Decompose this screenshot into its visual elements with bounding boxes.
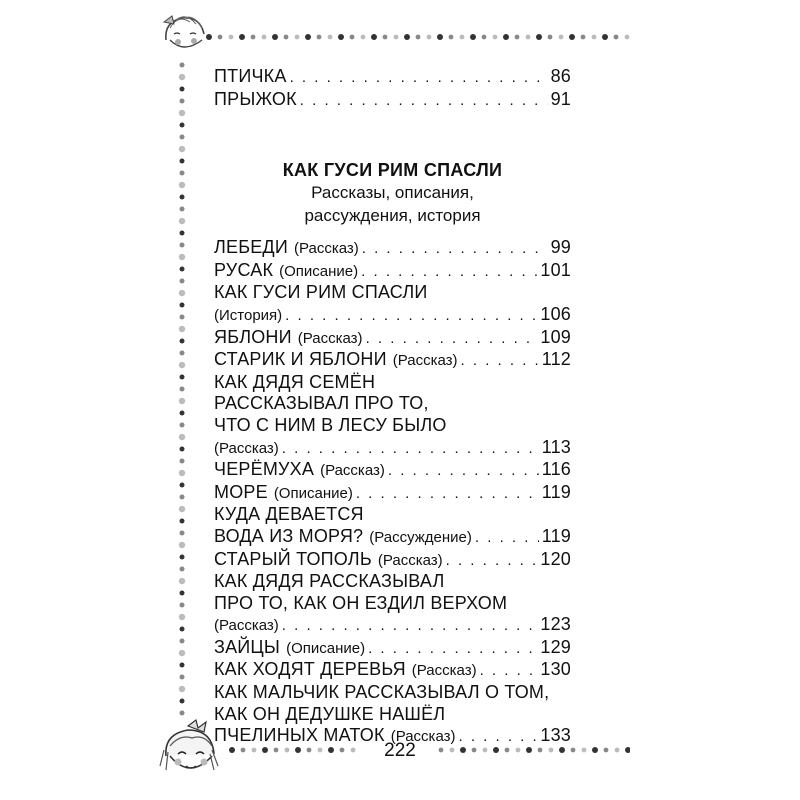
entry-subtitle: (Рассказ)	[411, 662, 477, 680]
decor-dot	[449, 35, 454, 40]
decor-dot	[351, 748, 356, 753]
toc-entry	[214, 549, 571, 572]
decor-dot	[252, 748, 257, 753]
page-number: 222	[384, 740, 416, 761]
entry-page-number: 112	[541, 349, 571, 370]
entry-subtitle: (Рассуждение)	[369, 528, 472, 546]
decor-dot	[483, 748, 488, 753]
decor-dot	[394, 35, 399, 40]
decor-dot	[180, 279, 185, 284]
toc-entry-row	[214, 637, 571, 660]
decor-dot	[505, 748, 510, 753]
section-subtitle-line1: Рассказы, описания,	[311, 183, 474, 203]
decor-dot	[180, 99, 185, 104]
decor-dot	[615, 748, 620, 753]
decor-dot	[180, 639, 185, 644]
decor-dot	[179, 434, 185, 440]
entry-page-number: 119	[541, 525, 571, 546]
entry-page-number: 119	[541, 481, 571, 502]
entry-page-number: 123	[540, 614, 571, 635]
decor-dot	[614, 35, 619, 40]
entry-title: ПТИЧКА	[214, 66, 287, 86]
decor-dot	[180, 243, 185, 248]
entry-subtitle: (Рассказ)	[297, 329, 363, 347]
decor-dot	[180, 603, 185, 608]
decor-dot	[262, 747, 268, 753]
toc-entry	[214, 482, 571, 505]
decor-dot	[251, 35, 256, 40]
decor-dot	[180, 171, 185, 176]
dot-leader	[361, 261, 537, 283]
toc-entry-row	[214, 237, 571, 260]
decor-dot	[262, 35, 267, 40]
entry-title-line: ЧТО С НИМ В ЛЕСУ БЫЛО	[214, 414, 447, 435]
decor-dot	[180, 699, 185, 704]
entry-page-number: 133	[540, 725, 571, 746]
toc-entry-row	[214, 66, 571, 89]
decor-dot	[328, 35, 333, 40]
dot-leader	[475, 527, 539, 549]
decor-dot	[404, 34, 410, 40]
decor-dot	[241, 748, 246, 753]
decor-dot	[338, 34, 344, 40]
decor-dot	[571, 748, 576, 753]
entry-subtitle: (Рассказ)	[320, 462, 385, 480]
decor-dot	[472, 748, 477, 753]
decor-dot	[180, 267, 185, 272]
entry-subtitle: (Рассказ)	[390, 728, 456, 746]
dot-leader	[366, 328, 538, 350]
decor-dot	[239, 34, 245, 40]
dot-leader	[461, 350, 539, 372]
toc-entry	[214, 571, 571, 637]
toc-entry-row	[214, 482, 571, 505]
dot-leader	[282, 438, 539, 460]
dot-leader	[459, 726, 538, 748]
decor-dot	[625, 747, 630, 753]
dot-leader	[362, 238, 548, 260]
decor-dot	[493, 35, 498, 40]
decor-dot	[383, 35, 388, 40]
decor-dot	[180, 387, 185, 392]
toc-entry-row	[214, 304, 571, 327]
entry-title-line: КАК ДЯДЯ СЕМЁН	[214, 371, 376, 392]
toc-entry	[214, 327, 571, 350]
entry-page-number: 120	[540, 548, 571, 569]
entry-title-line: КАК ДЯДЯ РАССКАЗЫВАЛ	[214, 571, 445, 592]
entry-title-line: ПРО ТО, КАК ОН ЕЗДИЛ ВЕРХОМ	[214, 592, 508, 613]
decor-dot	[272, 34, 278, 40]
decor-dot	[229, 35, 234, 40]
entry-title: ЛЕБЕДИ	[214, 237, 288, 258]
decor-dot	[179, 398, 185, 404]
decor-dot	[437, 34, 443, 40]
entry-page-number: 91	[550, 88, 571, 109]
decor-dot	[180, 483, 185, 488]
entry-title-line: РАССКАЗЫВАЛ ПРО ТО,	[214, 393, 429, 414]
entry-subtitle: (Рассказ)	[214, 439, 279, 457]
entry-title-line: КАК ГУСИ РИМ СПАСЛИ	[214, 282, 428, 303]
entry-subtitle: (Рассказ)	[214, 617, 279, 635]
entry-page-number: 99	[550, 237, 571, 258]
toc-entry-row	[214, 549, 571, 572]
decor-dot	[581, 35, 586, 40]
toc-entry	[214, 282, 571, 326]
decor-dot	[180, 627, 185, 632]
decor-dot	[427, 35, 432, 40]
girl-face-icon	[158, 716, 222, 782]
entry-page-number: 129	[540, 636, 571, 657]
entry-page-number: 113	[541, 436, 571, 457]
decor-dot	[274, 748, 279, 753]
entry-title: ПРЫЖОК	[214, 88, 297, 109]
decor-dot	[180, 63, 185, 68]
toc-entry	[214, 372, 571, 459]
decor-dot	[179, 542, 185, 548]
decor-dot	[526, 35, 531, 40]
toc-entry	[214, 459, 571, 482]
decor-dot	[439, 748, 444, 753]
decor-dot	[180, 135, 185, 140]
toc-entry-row	[214, 437, 571, 460]
decor-dot	[179, 650, 185, 656]
dot-leader	[300, 90, 548, 112]
decor-dot	[285, 748, 290, 753]
decor-dot	[569, 34, 575, 40]
decor-dot	[371, 34, 377, 40]
decor-dot	[179, 182, 185, 188]
entry-title-line: КАК МАЛЬЧИК РАССКАЗЫВАЛ О ТОМ,	[214, 682, 550, 703]
decor-dot	[179, 74, 185, 80]
decor-dot	[180, 591, 185, 596]
section-header	[214, 159, 571, 227]
decor-dot	[179, 110, 185, 116]
dot-leader	[388, 460, 539, 482]
decor-dot	[548, 35, 553, 40]
decor-dot	[493, 747, 499, 753]
decor-dot	[179, 506, 185, 512]
entry-subtitle: (Описание)	[279, 262, 359, 280]
decor-dot	[179, 326, 185, 332]
decor-dot	[179, 218, 185, 224]
toc-entry-row	[214, 459, 571, 482]
toc-entry-row	[214, 614, 571, 637]
decor-dot	[180, 555, 185, 560]
dot-leader	[290, 67, 548, 89]
decor-dot	[180, 423, 185, 428]
toc-entry-row	[214, 526, 571, 549]
entry-subtitle: (Описание)	[273, 484, 353, 502]
toc-entry-row	[214, 725, 571, 748]
entry-title: ЗАЙЦЫ	[214, 636, 281, 657]
decor-dot	[625, 35, 630, 40]
entry-title: СТАРЫЙ ТОПОЛЬ	[214, 548, 372, 569]
dot-leader	[480, 660, 538, 682]
toc-entry-row	[214, 260, 571, 283]
decor-dot	[180, 531, 185, 536]
decor-dot	[179, 614, 185, 620]
decor-dot	[361, 35, 366, 40]
decor-dot	[307, 748, 312, 753]
dotted-border-top	[205, 33, 630, 41]
decor-dot	[180, 315, 185, 320]
decor-dot	[180, 339, 185, 344]
decor-dot	[180, 123, 185, 128]
toc-entry	[214, 237, 571, 260]
decor-dot	[559, 747, 565, 753]
toc-entry-row	[214, 349, 571, 372]
decor-dot	[180, 459, 185, 464]
entry-title: КАК ХОДЯТ ДЕРЕВЬЯ	[214, 659, 406, 680]
entry-page-number: 130	[540, 659, 571, 680]
decor-dot	[295, 747, 301, 753]
decor-dot	[180, 675, 185, 680]
entry-page-number: 106	[540, 303, 571, 324]
decor-dot	[180, 159, 185, 164]
toc-entry	[214, 260, 571, 283]
decor-dot	[229, 747, 235, 753]
toc-entry	[214, 659, 571, 682]
entry-subtitle: (Описание)	[286, 639, 366, 657]
decor-dot	[470, 34, 476, 40]
decor-dot	[305, 34, 311, 40]
decor-dot	[538, 748, 543, 753]
toc-entry	[214, 504, 571, 548]
toc-entry	[214, 682, 571, 748]
decor-dot	[284, 35, 289, 40]
decor-dot	[179, 578, 185, 584]
decor-dot	[180, 351, 185, 356]
decor-dot	[460, 747, 466, 753]
decor-dot	[592, 747, 598, 753]
decor-dot	[416, 35, 421, 40]
entry-title: МОРЕ	[214, 481, 268, 502]
decor-dot	[180, 303, 185, 308]
girl-face-icon	[160, 10, 214, 56]
decor-dot	[516, 748, 521, 753]
decor-dot	[328, 747, 334, 753]
decor-dot	[180, 495, 185, 500]
decor-dot	[582, 748, 587, 753]
decor-dot	[450, 748, 455, 753]
top-entries	[214, 66, 571, 111]
entries-list	[214, 237, 571, 748]
entry-title-line: КАК ОН ДЕДУШКЕ НАШЁЛ	[214, 703, 446, 724]
decor-dot	[179, 470, 185, 476]
decor-dot	[592, 35, 597, 40]
decor-dot	[515, 35, 520, 40]
decor-dot	[218, 35, 223, 40]
decor-dot	[559, 35, 564, 40]
decor-dot	[180, 519, 185, 524]
entry-subtitle: (Рассказ)	[293, 240, 359, 258]
decor-dot	[180, 411, 185, 416]
decor-dot	[179, 362, 185, 368]
decor-dot	[180, 87, 185, 92]
decor-dot	[602, 34, 608, 40]
entry-page-number: 109	[540, 326, 571, 347]
entry-title: ПЧЕЛИНЫХ МАТОК	[214, 725, 385, 746]
dot-leader	[368, 638, 537, 660]
decor-dot	[179, 290, 185, 296]
entry-title: РУСАК	[214, 259, 274, 280]
decor-dot	[179, 686, 185, 692]
table-of-contents	[214, 66, 571, 748]
section-subtitle-line2: рассуждения, история	[304, 206, 481, 226]
entry-title-line: КУДА ДЕВАЕТСЯ	[214, 504, 364, 525]
entry-page-number: 101	[540, 259, 571, 280]
decor-dot	[482, 35, 487, 40]
toc-entry-row	[214, 89, 571, 112]
dot-leader	[356, 483, 539, 505]
dot-leader	[446, 550, 538, 572]
decor-dot	[318, 748, 323, 753]
toc-entry-row	[214, 327, 571, 350]
toc-entry-row	[214, 659, 571, 682]
decor-dot	[317, 35, 322, 40]
entry-title: ЧЕРЁМУХА	[214, 459, 315, 480]
decor-dot	[503, 34, 509, 40]
decor-dot	[536, 34, 542, 40]
decor-dot	[604, 748, 609, 753]
dotted-border-left	[176, 60, 188, 720]
decor-dot	[180, 375, 185, 380]
decor-dot	[340, 748, 345, 753]
section-title: КАК ГУСИ РИМ СПАСЛИ	[282, 160, 503, 181]
decor-dot	[180, 663, 185, 668]
decor-dot	[460, 35, 465, 40]
decor-dot	[180, 447, 185, 452]
decor-dot	[179, 254, 185, 260]
decor-dot	[295, 35, 300, 40]
dot-leader	[282, 615, 538, 637]
toc-entry	[214, 349, 571, 372]
entry-subtitle: (История)	[214, 306, 283, 324]
dot-leader	[285, 305, 537, 327]
decor-dot	[350, 35, 355, 40]
entry-page-number: 116	[541, 459, 571, 480]
decor-dot	[180, 231, 185, 236]
decor-dot	[549, 748, 554, 753]
entry-subtitle: (Рассказ)	[392, 352, 458, 370]
decor-dot	[180, 567, 185, 572]
entry-title: ЯБЛОНИ	[214, 326, 292, 347]
entry-subtitle: (Рассказ)	[377, 551, 443, 569]
decor-dot	[180, 711, 185, 716]
entry-title: ВОДА ИЗ МОРЯ?	[214, 525, 364, 546]
decor-dot	[179, 146, 185, 152]
decor-dot	[180, 195, 185, 200]
toc-entry	[214, 637, 571, 660]
decor-dot	[180, 207, 185, 212]
decor-dot	[526, 747, 532, 753]
entry-title: СТАРИК И ЯБЛОНИ	[214, 349, 387, 370]
entry-page-number: 86	[550, 66, 571, 86]
